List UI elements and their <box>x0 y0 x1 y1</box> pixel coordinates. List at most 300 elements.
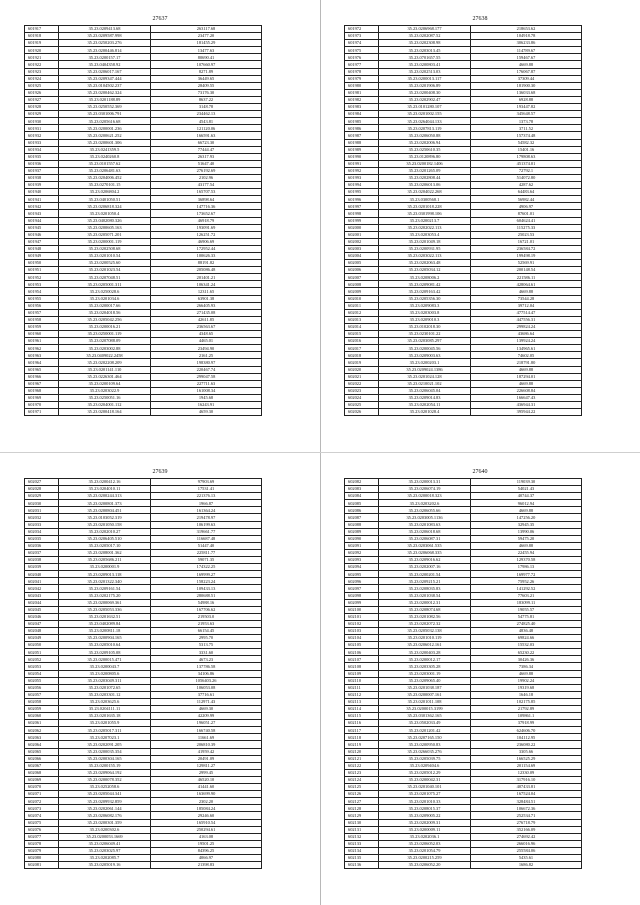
row-value-cell: 161008.34 <box>151 387 262 394</box>
row-value-cell: 4836.48 <box>471 627 582 634</box>
row-id-cell: 601997 <box>345 203 379 210</box>
row-id-cell: 601996 <box>345 196 379 203</box>
row-value-cell: 221586.11 <box>471 274 582 281</box>
table-row <box>345 253 582 260</box>
row-code-cell: 35.23.0240260.8 <box>59 153 151 160</box>
row-id-cell: 602105 <box>345 642 379 649</box>
row-value-cell: 28409.55 <box>151 82 262 89</box>
row-code-cell: 35.23.0209014.83 <box>379 394 471 401</box>
row-code-cell: 35.23.0250051.16 <box>59 394 151 401</box>
row-id-cell: 601988 <box>345 139 379 146</box>
table-row <box>25 132 262 139</box>
row-id-cell: 602019 <box>345 359 379 366</box>
table-row <box>345 153 582 160</box>
row-code-cell: 35.23.0241359.5 <box>59 146 151 153</box>
row-value-cell: 271435.08 <box>151 309 262 316</box>
row-id-cell: 602024 <box>345 394 379 401</box>
row-code-cell: 35.23.0206055.66 <box>379 507 471 514</box>
table-row <box>345 82 582 89</box>
row-code-cell: 35.23.0200201.54 <box>379 571 471 578</box>
row-id-cell: 602051 <box>25 649 59 656</box>
row-code-cell: 35.23.0200013.117 <box>379 75 471 82</box>
row-value-cell: 319661.77 <box>151 528 262 535</box>
row-value-cell: 109861.1 <box>471 713 582 720</box>
row-value-cell: 1966.87 <box>151 500 262 507</box>
row-id-cell: 601952 <box>25 274 59 281</box>
table-row <box>345 755 582 762</box>
row-value-cell: 266405.93 <box>151 302 262 309</box>
table-row <box>25 189 262 196</box>
row-code-cell: 35.23.0250001.119 <box>59 331 151 338</box>
row-code-cell: 35.23.0201083.63 <box>379 521 471 528</box>
row-code-cell: 35.23.0200182.1406 <box>379 160 471 167</box>
row-value-cell: 4465.01 <box>151 338 262 345</box>
row-value-cell: 352166.09 <box>471 826 582 833</box>
row-code-cell: 35.23.0200412.16 <box>59 479 151 486</box>
row-id-cell: 602070 <box>25 784 59 791</box>
row-value-cell: 39712.04 <box>471 302 582 309</box>
row-id-cell: 602098 <box>345 592 379 599</box>
table-row <box>25 557 262 564</box>
row-code-cell: 35.23.0201049.18 <box>379 238 471 245</box>
row-id-cell: 601937 <box>25 167 59 174</box>
table-row <box>25 210 262 217</box>
row-code-cell: 35.23.0207048.51 <box>59 274 151 281</box>
row-id-cell: 602009 <box>345 288 379 295</box>
row-code-cell: 35.23.0205012.29 <box>379 769 471 776</box>
row-value-cell: 51647.40 <box>151 160 262 167</box>
row-id-cell: 602023 <box>345 387 379 394</box>
row-value-cell: 604624.41 <box>471 217 582 224</box>
row-value-cell: 328484.51 <box>471 798 582 805</box>
table-row <box>345 189 582 196</box>
row-value-cell: 104918.78 <box>471 33 582 40</box>
row-code-cell: 35.23.0200811.18 <box>59 627 151 634</box>
row-id-cell: 602106 <box>345 649 379 656</box>
row-value-cell: 187294.01 <box>471 373 582 380</box>
table-row <box>25 642 262 649</box>
row-value-cell: 19501.25 <box>151 840 262 847</box>
row-code-cell: 35.23.0202208.209 <box>59 359 151 366</box>
row-code-cell: 35.23.0200215.259 <box>379 854 471 861</box>
row-value-cell: 87601.01 <box>471 210 582 217</box>
row-code-cell: 35.23.0200605.163 <box>59 224 151 231</box>
row-id-cell: 602069 <box>25 776 59 783</box>
row-value-cell: 26317.93 <box>151 153 262 160</box>
table-row <box>25 167 262 174</box>
row-id-cell: 601995 <box>345 189 379 196</box>
row-id-cell: 602104 <box>345 635 379 642</box>
row-code-cell: 35.23.0200018.323 <box>379 493 471 500</box>
row-code-cell: 35.23.0202085.7 <box>59 854 151 861</box>
table-row <box>25 26 262 33</box>
table-row <box>345 182 582 189</box>
table-row <box>345 706 582 713</box>
row-id-cell: 602063 <box>25 734 59 741</box>
row-id-cell: 602029 <box>25 493 59 500</box>
row-value-cell: 72792.1 <box>471 167 582 174</box>
table-row <box>345 238 582 245</box>
table-row <box>345 564 582 571</box>
row-value-cell: 13990.06 <box>471 528 582 535</box>
row-id-cell: 602028 <box>25 486 59 493</box>
row-code-cell: 35.23.0200012.17 <box>379 656 471 663</box>
table-row <box>25 153 262 160</box>
table-row <box>25 238 262 245</box>
row-code-cell: 35.23.0205017.311 <box>59 727 151 734</box>
row-code-cell: 35.23.0208035.83 <box>379 585 471 592</box>
row-value-cell: 36898.64 <box>151 196 262 203</box>
row-id-cell: 602077 <box>25 833 59 840</box>
table-row <box>345 862 582 869</box>
row-code-cell: 35.23.0201010.33 <box>379 798 471 805</box>
row-code-cell: 35.23.0200157.17 <box>59 54 151 61</box>
table-row <box>345 245 582 252</box>
row-id-cell: 601990 <box>345 153 379 160</box>
row-id-cell: 602041 <box>25 578 59 585</box>
row-id-cell: 602132 <box>345 833 379 840</box>
row-code-cell: 35.23.0206017.167 <box>59 68 151 75</box>
row-id-cell: 602008 <box>345 281 379 288</box>
row-value-cell: 43177.54 <box>151 182 262 189</box>
row-value-cell: 2161.25 <box>151 352 262 359</box>
row-id-cell: 602020 <box>345 366 379 373</box>
table-row <box>25 75 262 82</box>
row-value-cell: 52569.91 <box>471 260 582 267</box>
row-value-cell: 12330.09 <box>471 769 582 776</box>
row-id-cell: 601959 <box>25 323 59 330</box>
row-id-cell: 602082 <box>345 479 379 486</box>
table-row <box>25 656 262 663</box>
table-row <box>345 486 582 493</box>
table-row <box>345 96 582 103</box>
row-id-cell: 601933 <box>25 139 59 146</box>
row-value-cell: 436944.31 <box>471 401 582 408</box>
row-code-cell: 35.23.0402080.326 <box>59 217 151 224</box>
row-id-cell: 602027 <box>25 479 59 486</box>
row-code-cell: 35.23.0202072.32 <box>379 620 471 627</box>
row-code-cell: 35.23.0207813.119 <box>379 125 471 132</box>
row-code-cell: 35.23.0409022.2458 <box>59 352 151 359</box>
row-code-cell: 35.23.0200904.165 <box>59 635 151 642</box>
row-value-cell: 22455.94 <box>471 549 582 556</box>
row-id-cell: 602064 <box>25 741 59 748</box>
row-code-cell: 35.23.0206013.06 <box>379 182 471 189</box>
row-id-cell: 602004 <box>345 253 379 260</box>
table-row <box>345 68 582 75</box>
row-code-cell: 35.23.0120896.80 <box>379 153 471 160</box>
page-number: 27639 <box>152 469 168 475</box>
row-value-cell: 54988.16 <box>151 599 262 606</box>
table-row <box>25 260 262 267</box>
row-value-cell: 198380.97 <box>151 359 262 366</box>
row-value-cell: 46520.10 <box>151 776 262 783</box>
row-code-cell: 35.23.0404358.92 <box>59 61 151 68</box>
table-row <box>25 380 262 387</box>
table-row <box>345 620 582 627</box>
table-row <box>345 762 582 769</box>
row-id-cell: 601971 <box>25 409 59 416</box>
row-id-cell: 602080 <box>25 854 59 861</box>
row-id-cell: 601954 <box>25 288 59 295</box>
row-id-cell: 602095 <box>345 571 379 578</box>
table-row <box>25 61 262 68</box>
row-code-cell: 35.23.0200601.306 <box>59 139 151 146</box>
table-row <box>25 762 262 769</box>
table-row <box>25 345 262 352</box>
row-code-cell: 35.23.0200804.451 <box>59 507 151 514</box>
table-row <box>345 210 582 217</box>
table-row <box>25 316 262 323</box>
row-id-cell: 602121 <box>345 755 379 762</box>
row-code-cell: 35.23.0203061.535 <box>379 542 471 549</box>
row-id-cell: 601966 <box>25 373 59 380</box>
row-value-cell: 7386.34 <box>471 663 582 670</box>
row-id-cell: 602097 <box>345 585 379 592</box>
table-row <box>25 500 262 507</box>
table-row <box>25 401 262 408</box>
table-row <box>25 627 262 634</box>
row-id-cell: 602003 <box>345 245 379 252</box>
row-value-cell: 12311.65 <box>151 288 262 295</box>
row-id-cell: 602091 <box>345 542 379 549</box>
table-row <box>25 691 262 698</box>
table-row <box>25 748 262 755</box>
row-id-cell: 601974 <box>345 40 379 47</box>
row-value-cell: 263117.68 <box>151 26 262 33</box>
row-code-cell: 35.23.0205044.341 <box>59 791 151 798</box>
row-value-cell: 63901.38 <box>151 295 262 302</box>
row-id-cell: 602007 <box>345 274 379 281</box>
table-row <box>25 528 262 535</box>
row-code-cell: 35.23.0209081.42 <box>379 281 471 288</box>
row-value-cell: 196051.27 <box>151 720 262 727</box>
row-code-cell: 35.23.0203003.8 <box>379 309 471 316</box>
table-row <box>25 677 262 684</box>
row-value-cell: 451374.01 <box>471 160 582 167</box>
table-row <box>345 75 582 82</box>
row-id-cell: 601948 <box>25 245 59 252</box>
row-code-cell: 35.23.0200931.95 <box>379 245 471 252</box>
row-value-cell: 218653.62 <box>471 26 582 33</box>
row-id-cell: 601982 <box>345 96 379 103</box>
row-value-cell: 6928.88 <box>471 96 582 103</box>
row-value-cell: 201401.21 <box>151 274 262 281</box>
row-id-cell: 602090 <box>345 535 379 542</box>
row-id-cell: 602085 <box>345 500 379 507</box>
row-id-cell: 602096 <box>345 578 379 585</box>
row-code-cell: 35.23.0202006.94 <box>379 139 471 146</box>
row-id-cell: 601949 <box>25 253 59 260</box>
row-code-cell: 35.23.0203053.4 <box>379 231 471 238</box>
row-value-cell: 64483.64 <box>471 189 582 196</box>
row-code-cell: 35.23.0206818.324 <box>59 203 151 210</box>
table-row <box>345 26 582 33</box>
row-value-cell: 116687.48 <box>151 535 262 542</box>
table-row <box>345 627 582 634</box>
row-value-cell: 227711.63 <box>151 380 262 387</box>
row-code-cell: 35.23.0200043.7 <box>59 663 151 670</box>
row-code-cell: 35.23.0206405.510 <box>59 535 151 542</box>
table-row <box>345 663 582 670</box>
row-value-cell: 15401.16 <box>471 146 582 153</box>
table-row <box>345 125 582 132</box>
row-value-cell: 299824.24 <box>471 323 582 330</box>
row-code-cell: 35.23.0102018.30 <box>379 323 471 330</box>
row-code-cell: 35.23.0250552.369 <box>59 104 151 111</box>
row-code-cell: 35.23.0208015.37 <box>379 805 471 812</box>
row-code-cell: 35.23.0204006.452 <box>59 174 151 181</box>
row-id-cell: 601963 <box>25 352 59 359</box>
row-value-cell: 36449.65 <box>151 75 262 82</box>
row-code-cell: 35.23.0402089.84 <box>59 620 151 627</box>
table-row <box>25 663 262 670</box>
table-row <box>345 812 582 819</box>
row-value-cell: 126251.72 <box>151 231 262 238</box>
row-id-cell: 601993 <box>345 174 379 181</box>
row-code-cell: 35.23.0200301.359 <box>59 819 151 826</box>
table-row <box>25 805 262 812</box>
row-value-cell: 141292.52 <box>471 585 582 592</box>
row-id-cell: 601932 <box>25 132 59 139</box>
row-code-cell: 35.23.0266035.276 <box>379 748 471 755</box>
row-code-cell: 35.23.0206052.03 <box>379 840 471 847</box>
row-id-cell: 601956 <box>25 302 59 309</box>
row-code-cell: 35.23.0202808.44 <box>379 174 471 181</box>
row-code-cell: 35.23.0101280.107 <box>379 104 471 111</box>
table-row <box>25 47 262 54</box>
table-row <box>25 231 262 238</box>
table-row <box>25 40 262 47</box>
row-value-cell: 236563.67 <box>151 323 262 330</box>
row-code-cell: 35.23.0252058.6 <box>59 784 151 791</box>
row-code-cell: 35.23.0201038.187 <box>379 684 471 691</box>
row-value-cell: 2102.96 <box>151 174 262 181</box>
row-code-cell: 35.23.0104502.237 <box>59 82 151 89</box>
table-row <box>345 146 582 153</box>
row-id-cell: 602131 <box>345 826 379 833</box>
row-id-cell: 602136 <box>345 862 379 869</box>
row-code-cell: 35.23.0200203.1 <box>379 359 471 366</box>
row-id-cell: 601970 <box>25 401 59 408</box>
row-value-cell: 17986.13 <box>471 564 582 571</box>
row-id-cell: 602126 <box>345 791 379 798</box>
table-row <box>25 840 262 847</box>
row-value-cell: 88191.82 <box>151 260 262 267</box>
table-row <box>345 528 582 535</box>
table-row <box>345 323 582 330</box>
table-row <box>345 401 582 408</box>
table-row <box>25 295 262 302</box>
table-row <box>25 571 262 578</box>
row-id-cell: 602117 <box>345 727 379 734</box>
row-code-cell: 35.23.0200418.164 <box>59 409 151 416</box>
row-id-cell: 601957 <box>25 309 59 316</box>
row-code-cell: 35.23.0207023.1 <box>59 734 151 741</box>
table-row <box>345 366 582 373</box>
row-value-cell: 280688.51 <box>151 592 262 599</box>
table-row <box>345 542 582 549</box>
table-row <box>25 409 262 416</box>
table-row <box>345 642 582 649</box>
row-code-cell: 35.23.0205039.75 <box>379 755 471 762</box>
table-row <box>345 791 582 798</box>
row-code-cell: 35.23.0204001.112 <box>59 401 151 408</box>
row-code-cell: 35.23.0200015.471 <box>59 656 151 663</box>
row-code-cell: 35.23.0300568.1 <box>379 196 471 203</box>
row-id-cell: 602002 <box>345 238 379 245</box>
row-id-cell: 602107 <box>345 656 379 663</box>
row-value-cell: 42611.85 <box>151 316 262 323</box>
row-id-cell: 601944 <box>25 217 59 224</box>
row-id-cell: 602074 <box>25 812 59 819</box>
row-code-cell: 35.23.0200016.21 <box>59 323 151 330</box>
row-id-cell: 602079 <box>25 847 59 854</box>
table-row <box>345 798 582 805</box>
table-row <box>345 684 582 691</box>
page-27639 <box>0 453 320 905</box>
table-row <box>25 373 262 380</box>
row-code-cell: 35.23.0250203.276 <box>59 40 151 47</box>
row-code-cell: 35.23.0202091.205 <box>59 741 151 748</box>
table-row <box>345 720 582 727</box>
row-value-cell: 345648.57 <box>471 111 582 118</box>
table-row <box>25 507 262 514</box>
table-row <box>25 493 262 500</box>
row-code-cell: 35.23.0201034.6 <box>59 295 151 302</box>
row-code-cell: 35.23.0205019.16 <box>59 862 151 869</box>
row-code-cell: 35.23.0201072.65 <box>59 684 151 691</box>
row-value-cell: 4669.88 <box>471 542 582 549</box>
table-row <box>345 40 582 47</box>
table-row <box>25 791 262 798</box>
row-id-cell: 601984 <box>345 111 379 118</box>
row-code-cell: 35.23.0200525.60 <box>59 260 151 267</box>
row-id-cell: 601962 <box>25 345 59 352</box>
row-code-cell: 35.23.0209003.63 <box>379 352 471 359</box>
row-value-cell: 37309.44 <box>471 75 582 82</box>
table-row <box>345 535 582 542</box>
table-row <box>345 409 582 416</box>
row-id-cell: 602112 <box>345 691 379 698</box>
row-value-cell: 218791.80 <box>471 359 582 366</box>
row-value-cell: 121120.06 <box>151 125 262 132</box>
row-id-cell: 602060 <box>25 713 59 720</box>
row-value-cell: 23494.90 <box>151 345 262 352</box>
row-value-cell: 4669.88 <box>471 670 582 677</box>
row-code-cell: 35.23.0200803.41 <box>379 61 471 68</box>
row-id-cell: 602089 <box>345 528 379 535</box>
row-value-cell: 176067.87 <box>471 68 582 75</box>
page-27637 <box>0 0 320 452</box>
row-id-cell: 602053 <box>25 663 59 670</box>
row-id-cell: 601918 <box>25 33 59 40</box>
row-id-cell: 602067 <box>25 762 59 769</box>
row-value-cell: 84396.25 <box>151 847 262 854</box>
row-code-cell: 35.23.0202063.48 <box>379 260 471 267</box>
row-value-cell: 13477.63 <box>151 47 262 54</box>
row-id-cell: 601940 <box>25 189 59 196</box>
table-row <box>345 734 582 741</box>
table-row <box>345 698 582 705</box>
row-id-cell: 602013 <box>345 316 379 323</box>
row-value-cell: 173652.67 <box>151 210 262 217</box>
table-row <box>345 805 582 812</box>
row-code-cell: 35.23.0201028.4 <box>379 409 471 416</box>
row-id-cell: 602108 <box>345 663 379 670</box>
row-id-cell: 602092 <box>345 549 379 556</box>
table-row <box>345 61 582 68</box>
